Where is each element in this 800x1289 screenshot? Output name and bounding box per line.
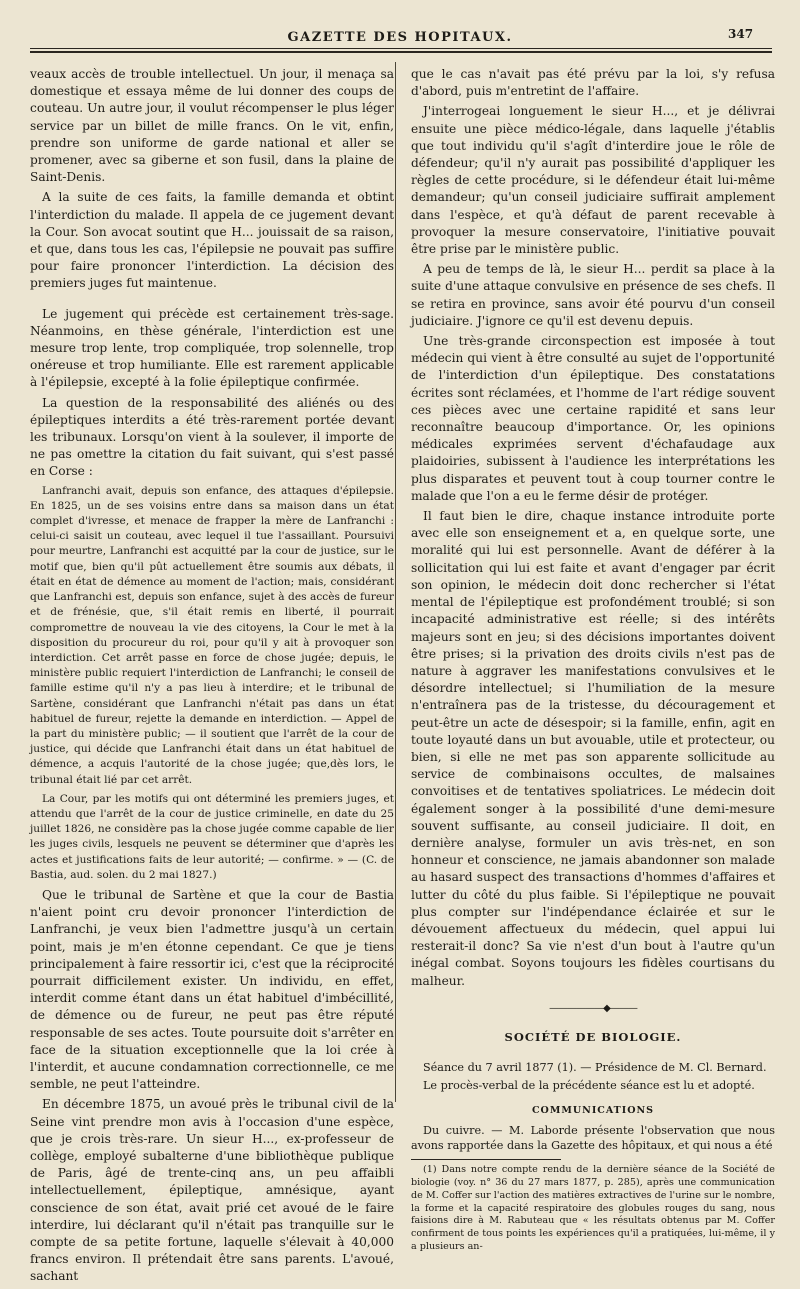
paragraph: Il faut bien le dire, chaque instance introduite porte avec elle son enseignement et a, en quelque sorte, une moralité qui lui est personnelle. Avant de déférer à la sollicitation qui lui est faite et avant d'engager par écrit son opinion, le médecin doit donc rechercher si l'état mental de l'épileptique est profondément troublé; si son incapacité administrative est réelle; si des intérêts majeurs sont en jeu; si des décisions importantes doivent être prises; si la privation des droits civils n'est pas de nature à aggraver les manifestations convulsives et le désordre intellectuel; si l'humiliation de la mesure n'entraînera pas de la tristesse, du découragement et peut-être un acte de désespoir; si la famille, enfin, agit en toute loyauté dans un but avouable, utile et protecteur, ou bien, si elle ne met pas son apparente sollicitude au service de combinaisons occultes, de malsaines convoitises et de tentatives spoliatrices. Le médecin doit également songer à la possibilité d'une demi-mesure souvent suffisante, au conseil judiciaire. Il doit, en dernière analyse, formuler un avis très-net, en son honneur et conscience, ne jamais abandonner son malade au hasard suspect des transactions d'hommes d'affaires et lutter du côté du plus faible. Si l'épileptique ne pouvait plus compter sur l'indépendance éclairée et sur le dévouement affectueux du médecin, quel appui lui resterait-il donc? Sa vie n'est d'un bout à l'autre qu'un inégal combat. Soyons toujours les fidèles courtisans du malheur.	[411, 509, 775, 988]
paragraph: Le jugement qui précède est certainement très-sage. Néanmoins, en thèse générale, l'interdiction est une mesure trop lente, trop compliquée, trop solennelle, trop onéreuse et trop humiliante. Elle est rarement applicable à l'épilepsie, excepté à la folie épileptique confirmée.	[30, 306, 394, 390]
footnote-rule	[411, 1159, 561, 1160]
paragraph: Que le tribunal de Sartène et que la cour de Bastia n'aient point cru devoir prononcer l'interdiction de Lanfranchi, je veux bien l'admettre jusqu'à un certain point, mais je m'en étonne cependant. Ce que je tiens principalement à faire ressortir ici, c'est que la réciprocité pourrait difficilement exister. Un individu, en effet, interdit comme étant dans un état habituel d'imbécillité, de démence ou de fureur, ne peut pas être réputé responsable de ses actes. Toute poursuite doit s'arrêter en face de la situation exceptionnelle que la loi crée à l'interdit, et aucune condamnation correctionnelle, ce me semble, ne peut l'atteindre.	[30, 887, 394, 1092]
quoted-case	[30, 484, 394, 883]
header-rule	[30, 48, 772, 49]
paragraph: La question de la responsabilité des aliénés ou des épileptiques interdits a été très-rarement portée devant les tribunaux. Lorsqu'on vient à la soulever, il importe de ne pas omettre la citation du fait suivant, qui s'est passé en Corse :	[30, 395, 394, 479]
footnote: (1) Dans notre compte rendu de la dernière séance de la Société de biologie (voy. n° 36 du 27 mars 1877, p. 285), après une communication de M. Coffer sur l'action des matières extractives de l'urine sur le nombre, la forme et la capacité respiratoire des globules rouges du sang, nous faisions dire à M. Rabuteau que « les résultats obtenus par M. Coffer confirment de tous points les expériences qu'il a pratiquées, lui-même, il y a plusieurs an-	[411, 1164, 775, 1252]
communication-paragraph: Du cuivre. — M. Laborde présente l'observation que nous avons rapportée dans la Gazette des hôpitaux, et qui nous a été	[411, 1123, 775, 1152]
subsection-title: COMMUNICATIONS	[531, 1104, 655, 1116]
paragraph: En décembre 1875, un avoué près le tribunal civil de la Seine vint prendre mon avis à l'occasion d'une espèce, que je crois très-rare. Un sieur H..., ex-professeur de collège, employé subalterne d'une bibliothèque publique de Paris, âgé de trente-cinq ans, un peu affaibli intellectuellement, épileptique, amnésique, ayant conscience de son état, avait prié cet avoué de le faire interdire, lui déclarant qu'il n'était pas tranquille sur le compte de sa petite fortune, laquelle s'élevait à 40,000 francs environ. Il prétendait être sans parents. L'avoué, sachant	[30, 1097, 394, 1284]
quote-paragraph: La Cour, par les motifs qui ont déterminé les premiers juges, et attendu que l'arrêt de la cour de justice criminelle, en date du 25 juillet 1826, ne considère pas la chose jugée comme capable de lier les juges civils, lesquels ne peuvent se déterminer que d'après les actes et justifications faits de leur autorité; — confirme. » — (C. de Bastia, aud. solen. du 2 mai 1827.)	[30, 792, 394, 881]
proces-verbal: Le procès-verbal de la précédente séance est lu et adopté.	[423, 1079, 755, 1093]
section-title: SOCIÉTÉ DE BIOLOGIE.	[504, 1029, 682, 1044]
paragraph: que le cas n'avait pas été prévu par la loi, s'y refusa d'abord, puis m'entretint de l'affaire.	[411, 67, 775, 99]
header-rule-thick	[30, 51, 772, 53]
column-divider	[395, 62, 396, 1102]
quote-paragraph: Lanfranchi avait, depuis son enfance, des attaques d'épilepsie. En 1825, un de ses voisins entre dans sa maison dans un état complet d'ivresse, et menace de frapper la mère de Lanfranchi : celui-ci saisit un couteau, avec lequel il tue l'assaillant. Poursuivi pour meurtre, Lanfranchi est acquitté par la cour de justice, sur le motif que, bien qu'il pût actuellement être soumis aux débats, il était en état de démence au moment de l'action; mais, considérant que Lanfranchi est, depuis son enfance, sujet à des accès de fureur et de frénésie, que, s'il était remis en liberté, il pourrait compromettre de nouveau la vie des citoyens, la Cour le met à la disposition du procureur du roi, pour qu'il y ait à provoquer son interdiction. Cet arrêt passe en force de chose jugée; depuis, le ministère public requiert l'interdiction de Lanfranchi; le conseil de famille estime qu'il n'y a pas lieu à interdire; et le tribunal de Sartène, considérant que Lanfranchi n'était pas dans un état habituel de fureur, rejette la demande en interdiction. — Appel de la part du ministère public; — il soutient que l'arrêt de la cour de justice, qui décide que Lanfranchi était dans un état habituel de démence, a acquis l'autorité de la chose jugée; que,dès lors, le tribunal était lié par cet arrêt.	[30, 484, 394, 786]
paragraph: J'interrogeai longuement le sieur H..., et je délivrai ensuite une pièce médico-légale, dans laquelle j'établis que tout individu qu'il s'agît d'interdire joue le rôle de défendeur; qu'il n'y aurait pas possibilité d'appliquer les règles de cette procédure, si le défendeur était lui-même demandeur; qu'un conseil judiciaire suffirait amplement dans l'espèce, et qu'à défaut de parent recevable à provoquer la mesure conservatoire, l'initiative pouvait être prise par le ministère public.	[411, 104, 775, 257]
paragraph: A la suite de ces faits, la famille demanda et obtint l'interdiction du malade. Il appela de ce jugement devant la Cour. Son avocat soutint que H... jouissait de sa raison, et que, dans tous les cas, l'épilepsie ne pouvait pas suffire pour faire prononcer l'interdiction. La décision des premiers juges fut maintenue.	[30, 190, 394, 291]
paragraph: veaux accès de trouble intellectuel. Un jour, il menaça sa domestique et essaya même de lui donner des coups de couteau. Un autre jour, il voulut récompenser le plus léger service par un billet de mille francs. On le vit, enfin, prendre son uniforme de garde national et aller se promener, avec sa giberne et son fusil, dans la plaine de Saint-Denis.	[30, 67, 394, 185]
paragraph: A peu de temps de là, le sieur H... perdit sa place à la suite d'une attaque convulsive en présence de ses chefs. Il se retira en province, sans avoir été pourvu d'un conseil judiciaire. J'ignore ce qu'il est devenu depuis.	[411, 262, 775, 328]
paragraph: Une très-grande circonspection est imposée à tout médecin qui vient à être consulté au sujet de l'opportunité de l'interdiction d'un épileptique. Des constatations écrites sont réclamées, et l'homme de l'art rédige souvent ces pièces avec une certaine rapidité et sans leur reconnaître beaucoup d'importance. Or, les opinions médicales exprimées servent d'échafaudage aux plaidoiries, subissent à l'audience les interprétations les plus disparates et peuvent tout à coup tourner contre le malade que l'on a eu le ferme désir de protéger.	[411, 334, 775, 503]
seance-line: Séance du 7 avril 1877 (1). — Présidence de M. Cl. Bernard.	[423, 1061, 767, 1075]
right-column	[411, 66, 775, 1257]
page-number: 347	[728, 27, 754, 41]
left-column	[30, 66, 394, 1289]
page-header-title: GAZETTE DES HOPITAUX.	[287, 30, 513, 45]
ornament-divider: ——————◆———	[549, 1002, 637, 1014]
